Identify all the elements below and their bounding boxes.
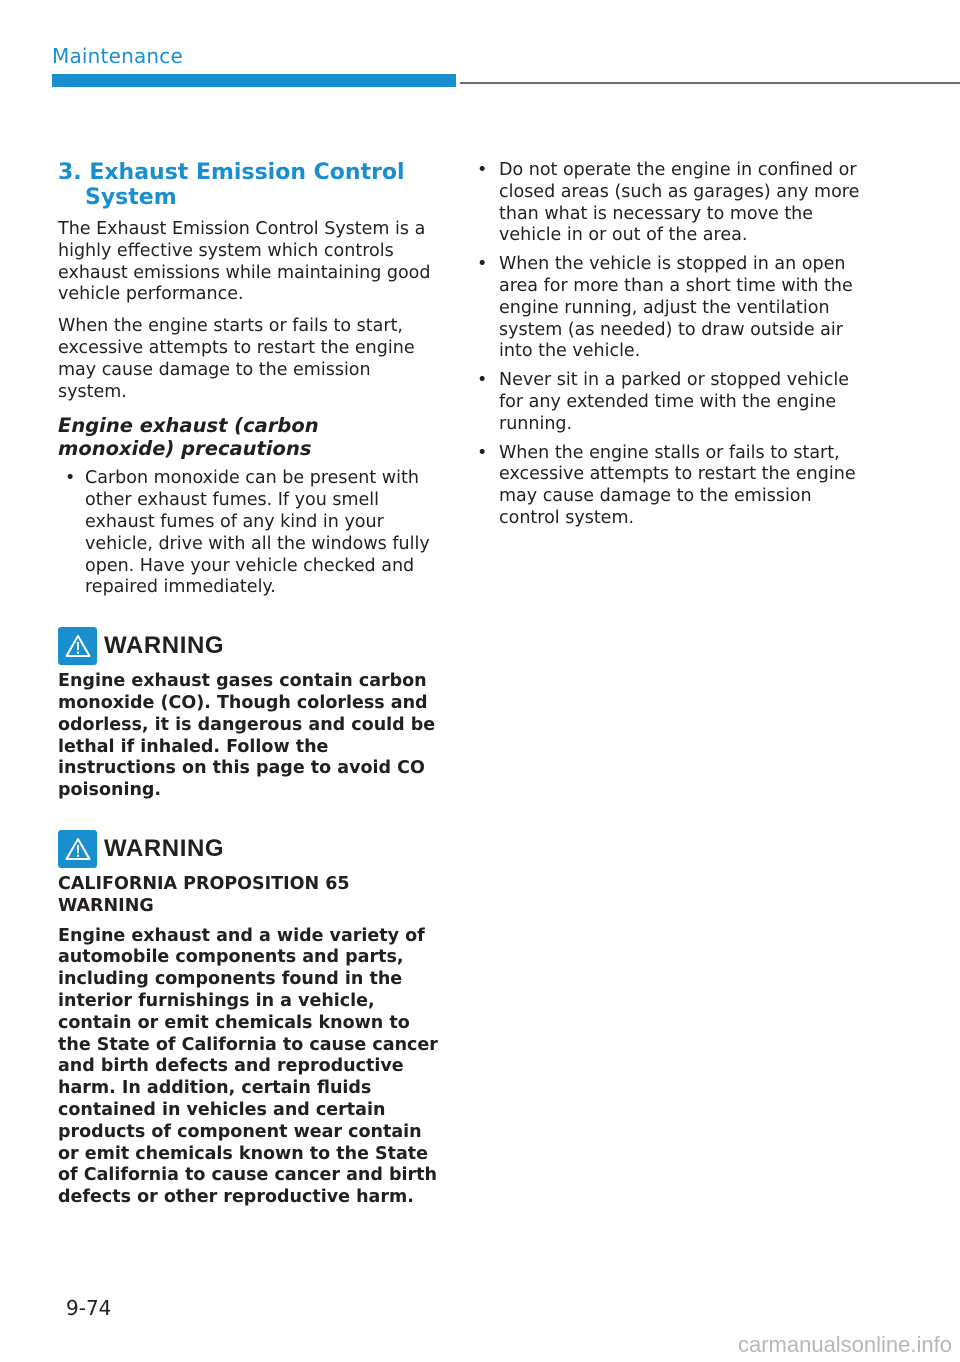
section-heading: 3. Exhaust Emission Control System: [58, 160, 405, 210]
header-title: Maintenance: [52, 44, 183, 68]
warning-header: [58, 830, 438, 868]
page-number: 9-74: [66, 1296, 112, 1320]
subheading: Engine exhaust (carbon monoxide) precautions: [58, 414, 319, 460]
list-item: • When the vehicle is stopped in an open area for more than a short time with the engine running, adjust the ventilation system (as needed) to draw outside air into the vehicle.: [470, 254, 870, 363]
restart-paragraph: When the engine starts or fails to start, excessive attempts to restart the engine may cause damage to the emission system.: [58, 316, 415, 402]
warning-text: Engine exhaust gases contain carbon monoxide (CO). Though colorless and odorless, it is dangerous and could be lethal if inhaled. Follow the instructions on this page to avoid CO poisoning.: [58, 671, 436, 801]
header-rule-thin: [460, 82, 960, 84]
warning-label: WARNING: [104, 835, 225, 863]
warning-header: [58, 627, 438, 665]
warning-text: Engine exhaust and a wide variety of automobile components and parts, including components found in the interior furnishings in a vehicle, contain or emit chemicals known to the State of California to cause cancer and birth defects and reproductive harm. In addition, certain fluids contained in vehicles and certain products of component wear contain or emit chemicals known to the State of California to cause cancer and birth defects or other reproductive harm.: [58, 925, 438, 1208]
list-item: • Do not operate the engine in confined or closed areas (such as garages) any more than what is necessary to move the vehicle in or out of the area.: [470, 160, 870, 247]
intro-paragraph: The Exhaust Emission Control System is a highly effective system which controls exhaust emissions while maintaining good vehicle performance.: [58, 219, 431, 305]
warning-triangle-icon: [58, 627, 97, 665]
warning-triangle-icon: [58, 830, 97, 868]
warning-box-prop65: [58, 830, 438, 1209]
left-column: [58, 160, 438, 1217]
watermark: carmanualsonline.info: [737, 1332, 952, 1357]
list-item: • Never sit in a parked or stopped vehicle for any extended time with the engine running.: [470, 370, 870, 435]
right-column: [470, 160, 870, 537]
warning-title: CALIFORNIA PROPOSITION 65 WARNING: [58, 873, 350, 916]
warning-box-co: [58, 627, 438, 802]
header-rule-thick: [52, 74, 456, 87]
precautions-list: [58, 468, 438, 599]
list-item: • When the engine stalls or fails to start, excessive attempts to restart the engine may cause damage to the emission control system.: [470, 443, 870, 530]
warning-label: WARNING: [104, 632, 225, 660]
precautions-list-continued: [470, 160, 870, 530]
list-item: • Carbon monoxide can be present with other exhaust fumes. If you smell exhaust fumes of any kind in your vehicle, drive with all the windows fully open. Have your vehicle checked and repaired immediately.: [58, 468, 438, 599]
